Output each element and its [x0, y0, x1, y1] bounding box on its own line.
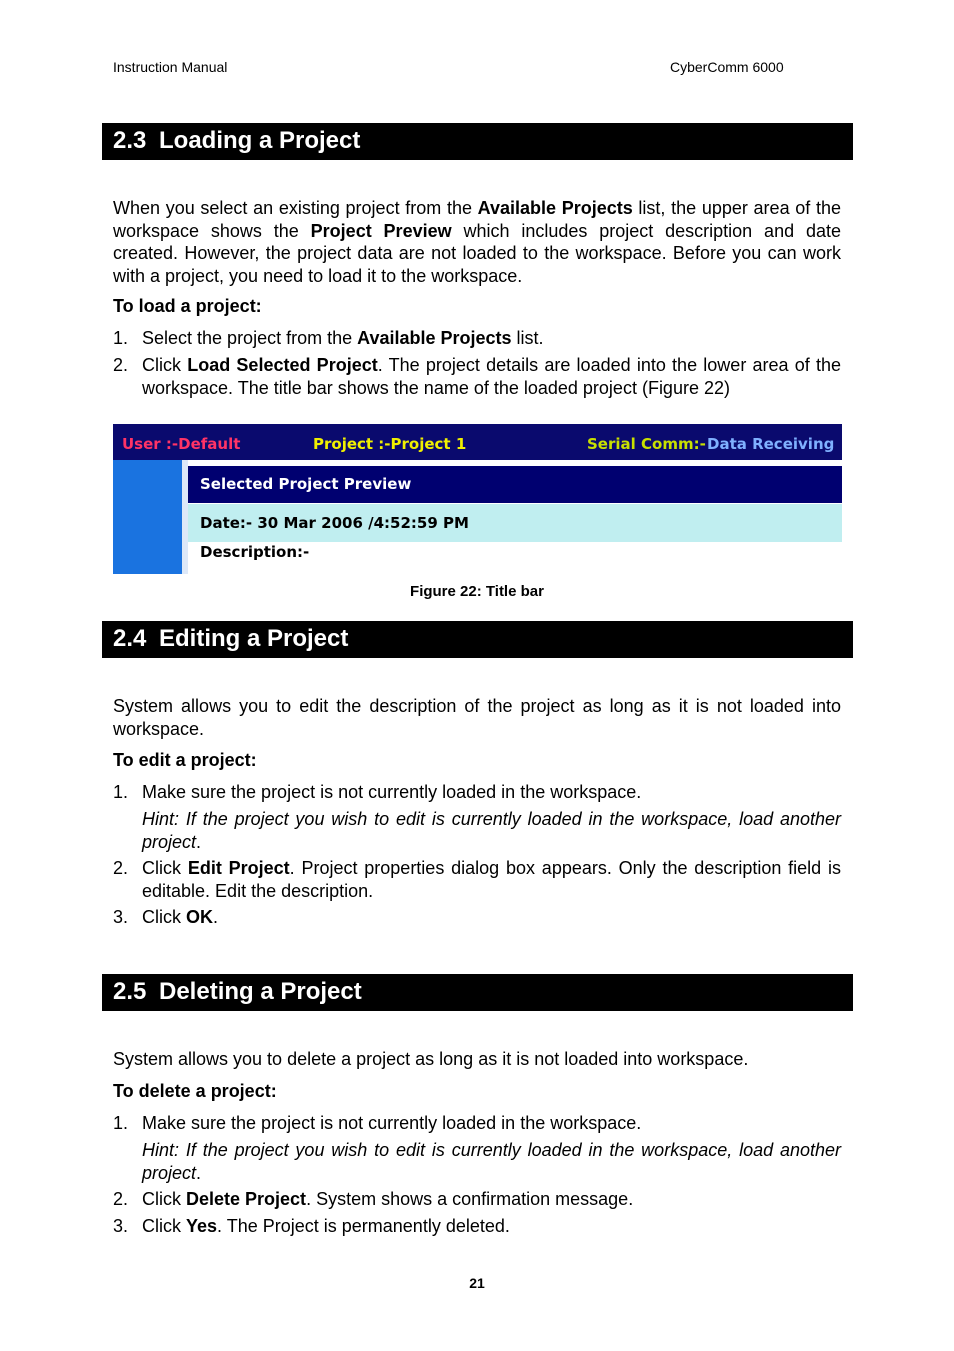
intro-paragraph-2-4: System allows you to edit the description of the project as long as it is not loaded into workspace. [113, 696, 841, 739]
project-label: Project :-Project 1 [313, 435, 467, 453]
step-number: 3. [113, 907, 129, 927]
text: When you select an existing project from the [113, 198, 478, 218]
section-title: Editing a Project [159, 625, 349, 652]
text: list, the upper area of the workspace shows the [113, 198, 841, 241]
text: list. [511, 328, 544, 348]
bold-text: Edit Project [187, 858, 290, 878]
section-heading-2-4 [102, 621, 853, 658]
step-text: Make sure the project is not currently loaded in the workspace. [142, 1113, 642, 1133]
bold-text: Delete Project [186, 1189, 307, 1209]
step-number: 2. [113, 355, 129, 375]
step-number: 2. [113, 1189, 129, 1209]
list-item [113, 1188, 841, 1211]
page-number: 21 [469, 1275, 485, 1291]
header-right: CyberComm 6000 [670, 59, 784, 75]
section-number: 2.3 [113, 127, 147, 154]
preview-header [188, 466, 842, 503]
text: . The Project is permanently deleted. [217, 1216, 510, 1236]
list-item [113, 1112, 841, 1135]
app-title-bar [113, 424, 842, 460]
text: Click [142, 1189, 186, 1209]
text: Click [142, 355, 188, 375]
preview-title: Selected Project Preview [200, 475, 412, 493]
section-title: Deleting a Project [159, 978, 362, 1005]
section-number: 2.4 [113, 625, 147, 652]
step-number: 1. [113, 1113, 129, 1133]
hint-body: Hint: If the project you wish to edit is currently loaded in the workspace, load another project [142, 809, 841, 852]
bold-text: Load Selected Project [187, 355, 378, 375]
bold-text: Yes [186, 1216, 218, 1236]
text: . [213, 907, 219, 927]
description-row [188, 542, 842, 574]
bold-text: Available Projects [477, 198, 633, 218]
section-title: Loading a Project [159, 127, 361, 154]
list-item [113, 857, 841, 902]
text: Click [142, 1216, 186, 1236]
hint-text [142, 1139, 841, 1184]
hint-body: Hint: If the project you wish to edit is currently loaded in the workspace, load another project [142, 1140, 841, 1183]
hint-text [142, 808, 841, 853]
list-item [113, 1215, 841, 1238]
step-text: Make sure the project is not currently loaded in the workspace. [142, 782, 642, 802]
step-number: 1. [113, 328, 129, 348]
text: . Project properties dialog box appears. Only the description field is editable. Edit the description. [142, 858, 841, 901]
text: Select the project from the [142, 328, 358, 348]
date-row [188, 504, 842, 542]
serial-status: Data Receiving [707, 435, 835, 453]
step-number: 3. [113, 1216, 129, 1236]
text: . System shows a confirmation message. [306, 1189, 634, 1209]
serial-comm-label: Serial Comm:- [587, 435, 706, 453]
step-number: 1. [113, 782, 129, 802]
hint-period: . [196, 831, 202, 852]
text: Click [142, 858, 188, 878]
title-bar-figure [113, 424, 842, 574]
list-item [113, 781, 841, 804]
list-item [113, 327, 841, 350]
bold-text: Available Projects [357, 328, 512, 348]
user-label: User :-Default [122, 435, 241, 453]
text: Click [142, 907, 186, 927]
left-panel [113, 460, 182, 574]
procedure-label-edit: To edit a project: [113, 750, 257, 770]
header-left: Instruction Manual [113, 59, 228, 75]
section-number: 2.5 [113, 978, 147, 1005]
list-item [113, 906, 841, 929]
list-item [113, 354, 841, 399]
text: which includes project description and date created. However, the project data are not loaded to the workspace. Before you can work with a project, you need to load it to the workspace. [113, 220, 841, 286]
section-heading-2-3 [102, 123, 853, 160]
step-number: 2. [113, 858, 129, 878]
bold-text: Project Preview [310, 220, 452, 241]
text: . The project details are loaded into the lower area of the workspace. The title bar shows the name of the loaded project (Figure 22) [142, 355, 842, 398]
section-heading-2-5 [102, 974, 853, 1011]
intro-paragraph-2-3 [113, 197, 841, 287]
procedure-label-load: To load a project: [113, 296, 262, 316]
figure-caption: Figure 22: Title bar [410, 583, 544, 600]
bold-text: OK [186, 907, 213, 927]
intro-paragraph-2-5: System allows you to delete a project as long as it is not loaded into workspace. [113, 1049, 749, 1069]
hint-period: . [196, 1162, 202, 1183]
procedure-label-delete: To delete a project: [113, 1081, 277, 1101]
description-label: Description:- [200, 543, 310, 561]
date-value: Date:- 30 Mar 2006 /4:52:59 PM [200, 514, 469, 532]
